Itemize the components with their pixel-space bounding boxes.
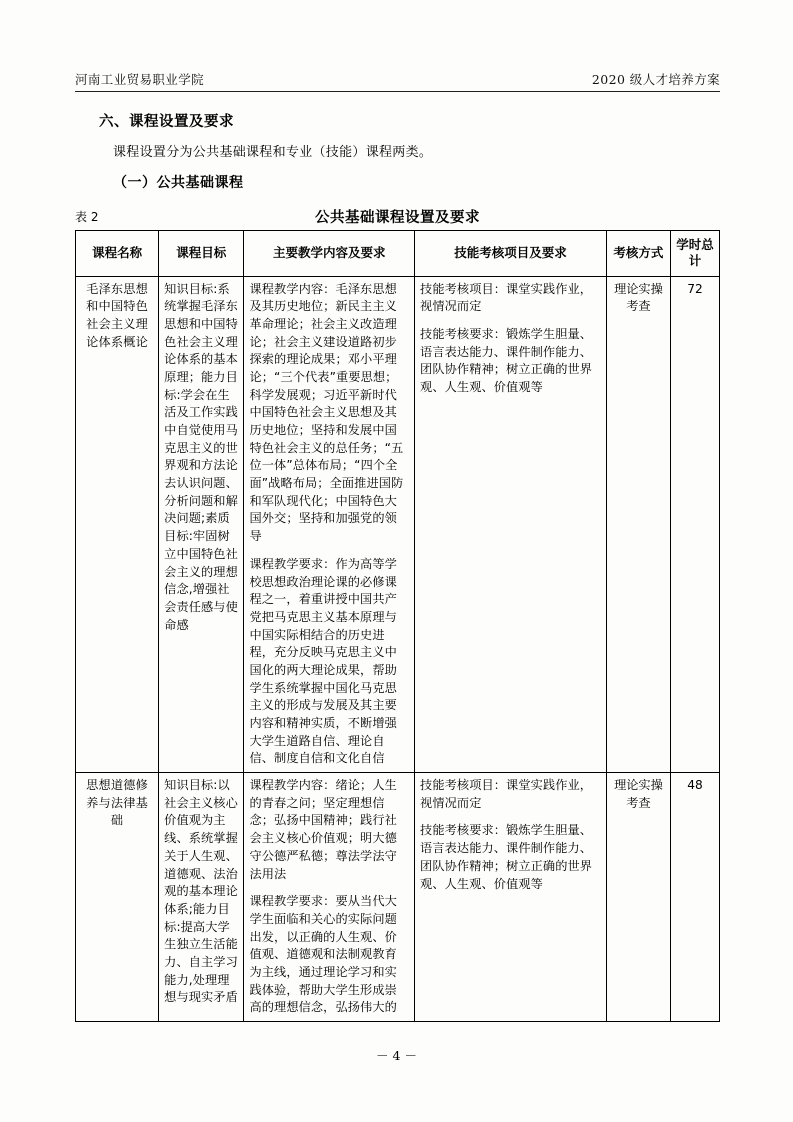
cell-total-hours: 48 xyxy=(670,773,719,1022)
column-header-course-goal: 课程目标 xyxy=(159,231,244,277)
teaching-content-text: 课程教学内容：绪论；人生的青春之问；坚定理想信念；弘扬中国精神；践行社会主义核心价值观；明大德守公德严私德；尊法学法守法用法 xyxy=(249,778,397,881)
cell-teaching-content xyxy=(244,773,415,1022)
table-header-row xyxy=(76,231,720,277)
table-row xyxy=(76,276,720,773)
teaching-requirement-text: 课程教学要求：要从当代大学生面临和关心的实际问题出发，以正确的人生观、价值观、道德观和法制观教育为主线，通过理论学习和实践体验，帮助大学生形成崇高的理想信念，弘扬伟大的 xyxy=(249,894,397,1015)
section-subheading: （一）公共基础课程 xyxy=(113,175,244,191)
course-table xyxy=(75,230,720,1022)
cell-skill-assessment xyxy=(415,276,607,773)
skill-requirement-text: 技能考核要求：锻炼学生胆量、语言表达能力、课件制作能力、团队协作精神；树立正确的世界观、人生观、价值观等 xyxy=(420,326,593,394)
column-header-exam-method: 考核方式 xyxy=(606,231,670,277)
cell-exam-method: 理论实操考查 xyxy=(606,276,670,773)
section-intro: 课程设置分为公共基础课程和专业（技能）课程两类。 xyxy=(113,145,433,160)
cell-course-goal: 知识目标:以社会主义核心价值观为主线、系统掌握关于人生观、道德观、法治观的基本理论体系;能力目标:提高大学生独立生活能力、自主学习能力,处理理想与现实矛盾 xyxy=(159,773,244,1022)
cell-course-goal: 知识目标:系统掌握毛泽东思想和中国特色社会主义理论体系的基本原理；能力目标:学会在生活及工作实践中自觉使用马克思主义的世界观和方法论去认识问题、分析问题和解决问题;素质目标:牢固树立中国特色社会主义的理想信念,增强社会责任感与使命感 xyxy=(159,276,244,773)
header-doc-title: 2020 级人才培养方案 xyxy=(591,72,720,87)
page-number: － 4 － xyxy=(376,1048,417,1063)
cell-course-name: 毛泽东思想和中国特色社会主义理论体系概论 xyxy=(76,276,159,773)
table-caption-row xyxy=(75,206,720,226)
column-header-course-name: 课程名称 xyxy=(76,231,159,277)
teaching-content-text: 课程教学内容：毛泽东思想及其历史地位；新民主主义革命理论；社会主义改造理论；社会主义建设道路初步探索的理论成果；邓小平理论；“三个代表”重要思想；科学发展观；习近平新时代中国特色社会主义思想及其历史地位；坚持和发展中国特色社会主义的总任务；“五位一体”总体布局；“四个全面”战略布局；全面推进国防和军队现代化；中国特色大国外交；坚持和加强党的领导 xyxy=(249,281,404,544)
cell-total-hours: 72 xyxy=(670,276,719,773)
table-row xyxy=(76,773,720,1022)
cell-course-name: 思想道德修养与法律基础 xyxy=(76,773,159,1022)
cell-exam-method: 理论实操考查 xyxy=(606,773,670,1022)
section-heading: 六、课程设置及要求 xyxy=(99,114,234,130)
table-caption: 公共基础课程设置及要求 xyxy=(315,210,480,226)
column-header-teaching-content: 主要教学内容及要求 xyxy=(244,231,415,277)
teaching-requirement-text: 课程教学要求：作为高等学校思想政治理论课的必修课程之一，着重讲授中国共产党把马克思主义基本原理与中国实际相结合的历史进程，充分反映马克思主义中国化的两大理论成果，帮助学生系统掌握中国化马克思主义的形成与发展及其主要内容和精神实质，不断增强大学生道路自信、理论自信、制度自信和文化自信 xyxy=(249,556,397,766)
table-number: 表 2 xyxy=(75,210,99,224)
skill-item-text: 技能考核项目：课堂实践作业，视情况而定 xyxy=(420,281,593,314)
column-header-total-hours: 学时总计 xyxy=(670,231,719,277)
skill-item-text: 技能考核项目：课堂实践作业，视情况而定 xyxy=(420,778,593,810)
header-institution: 河南工业贸易职业学院 xyxy=(75,72,205,87)
cell-skill-assessment xyxy=(415,773,607,1022)
page-content xyxy=(75,70,720,1022)
page-header xyxy=(75,70,720,92)
skill-requirement-text: 技能考核要求：锻炼学生胆量、语言表达能力、课件制作能力、团队协作精神；树立正确的世界观、人生观、价值观等 xyxy=(420,823,593,891)
cell-teaching-content xyxy=(244,276,415,773)
column-header-skill-assessment: 技能考核项目及要求 xyxy=(415,231,607,277)
